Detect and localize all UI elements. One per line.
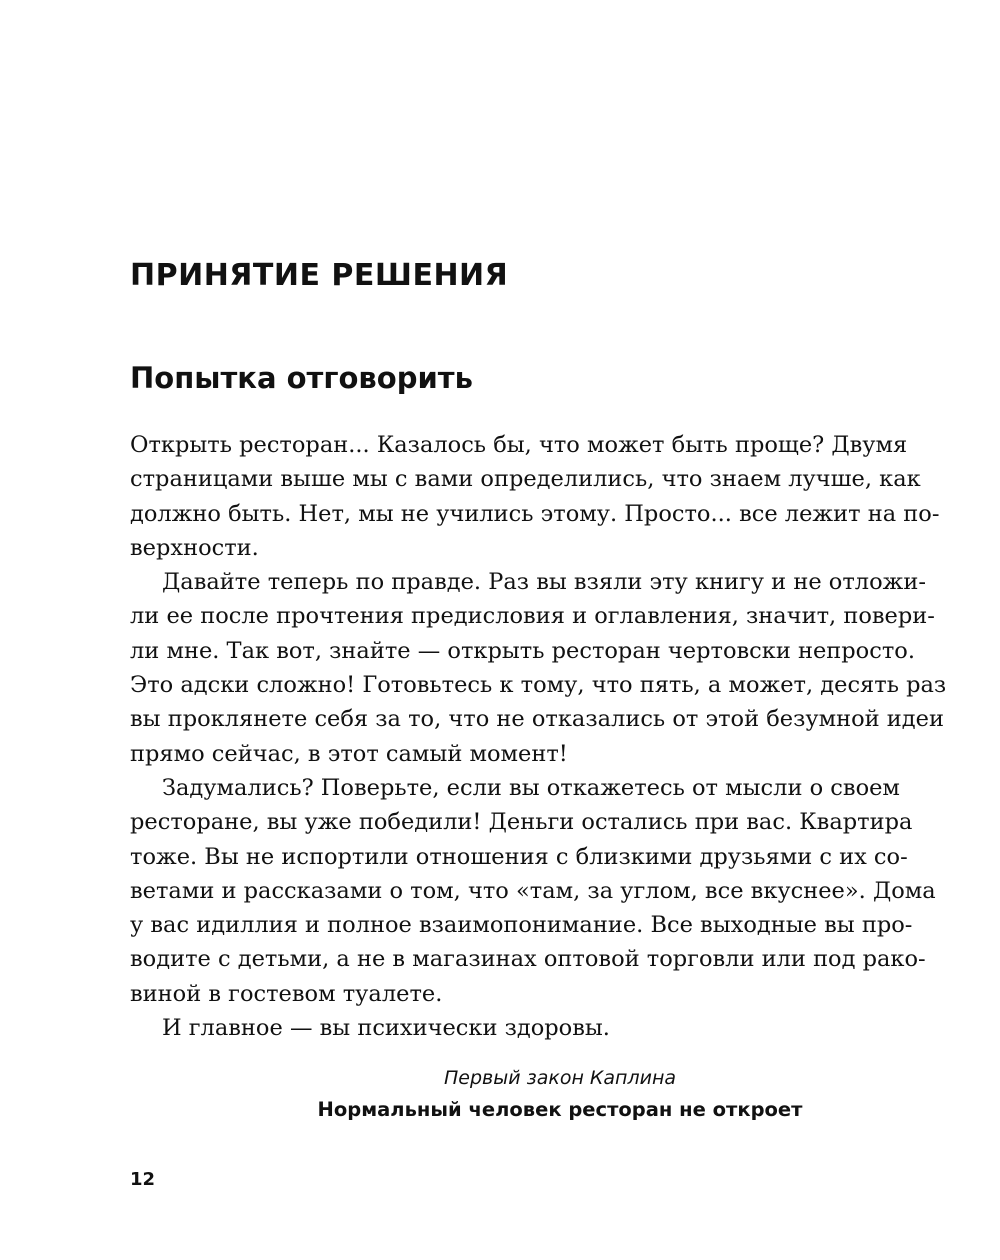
paragraph xyxy=(130,1011,930,1045)
text-line: должно быть. Нет, мы не учились этому. Просто... все лежит на по- xyxy=(130,500,940,527)
text-line: вы проклянете себя за то, что не отказались от этой безумной идеи xyxy=(130,706,944,733)
text-line: Открыть ресторан... Казалось бы, что может быть проще? Двумя xyxy=(130,432,908,458)
section-title: Попытка отговорить xyxy=(130,361,473,395)
text-line: верхности. xyxy=(130,534,259,561)
text-line: ли мне. Так вот, знайте — открыть ресторан чертовски непросто. xyxy=(130,637,915,664)
text-line: виной в гостевом туалете. xyxy=(130,980,443,1007)
text-line: ветами и рассказами о том, что «там, за углом, все вкуснее». Дома xyxy=(130,877,936,904)
body-text xyxy=(130,428,947,1045)
text-line: водите с детьми, а не в магазинах оптовой торговли или под рако- xyxy=(130,946,926,973)
page-number: 12 xyxy=(130,1169,156,1190)
text-line: прямо сейчас, в этот самый момент! xyxy=(130,740,568,767)
paragraph xyxy=(130,771,936,1011)
text-line: ли ее после прочтения предисловия и оглавления, значит, повери- xyxy=(130,603,935,630)
paragraph xyxy=(130,565,947,771)
text-line: Давайте теперь по правде. Раз вы взяли эту книгу и не отложи- xyxy=(162,569,926,596)
text-line: тоже. Вы не испортили отношения с близкими друзьями с их со- xyxy=(130,843,908,870)
paragraph xyxy=(130,428,940,565)
chapter-title: ПРИНЯТИЕ РЕШЕНИЯ xyxy=(130,258,509,293)
text-line: страницами выше мы с вами определились, что знаем лучше, как xyxy=(130,466,921,493)
text-line: Это адски сложно! Готовьтесь к тому, что пять, а может, десять раз xyxy=(130,672,947,699)
law-text: Нормальный человек ресторан не откроет xyxy=(317,1098,803,1121)
text-line: Задумались? Поверьте, если вы откажетесь от мысли о своем xyxy=(162,774,900,801)
text-line: ресторане, вы уже победили! Деньги остались при вас. Квартира xyxy=(130,809,913,836)
law-label: Первый закон Каплина xyxy=(443,1067,677,1089)
text-line: у вас идиллия и полное взаимопонимание. Все выходные вы про- xyxy=(130,912,913,939)
text-line: И главное — вы психически здоровы. xyxy=(162,1015,610,1042)
